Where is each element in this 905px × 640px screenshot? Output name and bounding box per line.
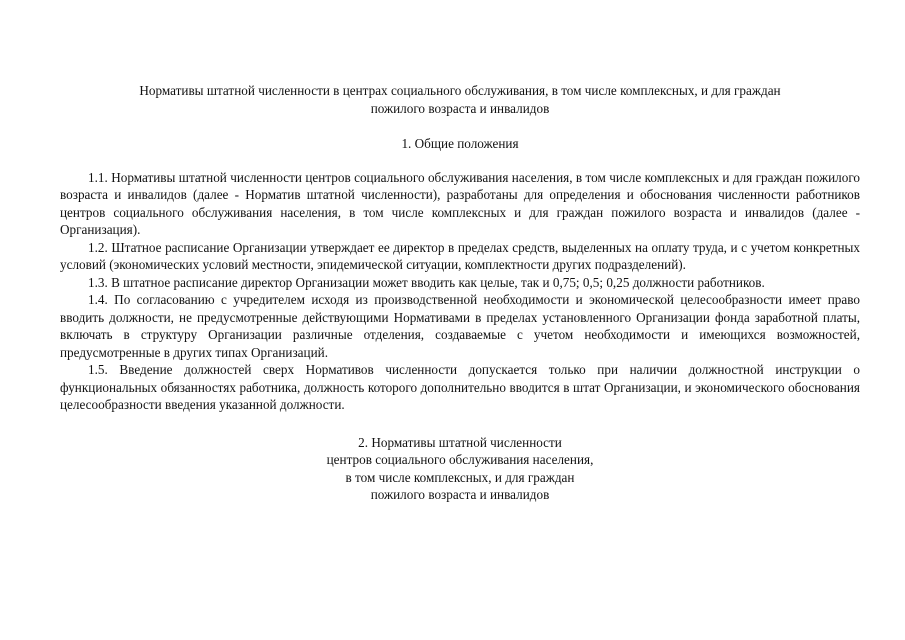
section-2-heading-line-2: центров социального обслуживания населения, [326, 452, 594, 467]
section-2-heading-line-3: в том числе комплексных, и для граждан [345, 469, 575, 485]
paragraph-1-1: 1.1. Нормативы штатной численности центров социального обслуживания населения, в том числе комплексных и для граждан пожилого возраста и инвалидов (далее - Норматив штатной численности), разработаны для определения и обоснования численности работников центров социального обслуживания населения, в том числе комплексных и для граждан пожилого возраста и инвалидов (далее - Организация). [60, 169, 860, 237]
document-title-line-2: пожилого возраста и инвалидов [370, 100, 550, 116]
paragraph-1-3: 1.3. В штатное расписание директор Организации может вводить как целые, так и 0,75; 0,5; 0,25 должности работников. [88, 274, 765, 290]
paragraph-1-5: 1.5. Введение должностей сверх Нормативов численности допускается только при наличии должностной инструкции о функциональных обязанностях работника, должность которого дополнительно вводится в штат Организации, и экономического обоснования целесообразности введения указанной должности. [60, 362, 860, 412]
section-2-heading-line-4: пожилого возраста и инвалидов [370, 487, 550, 502]
document-title [60, 82, 860, 117]
section-2-heading-line-1: 2. Нормативы штатной численности [358, 434, 562, 450]
document-title-line-1: Нормативы штатной численности в центрах социального обслуживания, в том числе комплексных, и для граждан [139, 83, 781, 98]
section-2-heading [60, 434, 860, 504]
paragraph-1-4: 1.4. По согласованию с учредителем исходя из производственной необходимости и экономической целесообразности имеет право вводить должности, не предусмотренные действующими Нормативами в пределах установленного Организации фонда заработной платы, включать в структуру Организации различные отделения, создаваемые с учетом необходимости и имеющихся возможностей, предусмотренные в других типах Организаций. [60, 292, 860, 360]
section-1-body [60, 169, 860, 414]
document-page [60, 82, 860, 504]
section-1-heading: 1. Общие положения [401, 136, 519, 151]
paragraph-1-2: 1.2. Штатное расписание Организации утверждает ее директор в пределах средств, выделенных на оплату труда, и с учетом конкретных условий (экономических условий местности, эпидемической ситуации, комплектности других подразделений). [60, 239, 860, 272]
